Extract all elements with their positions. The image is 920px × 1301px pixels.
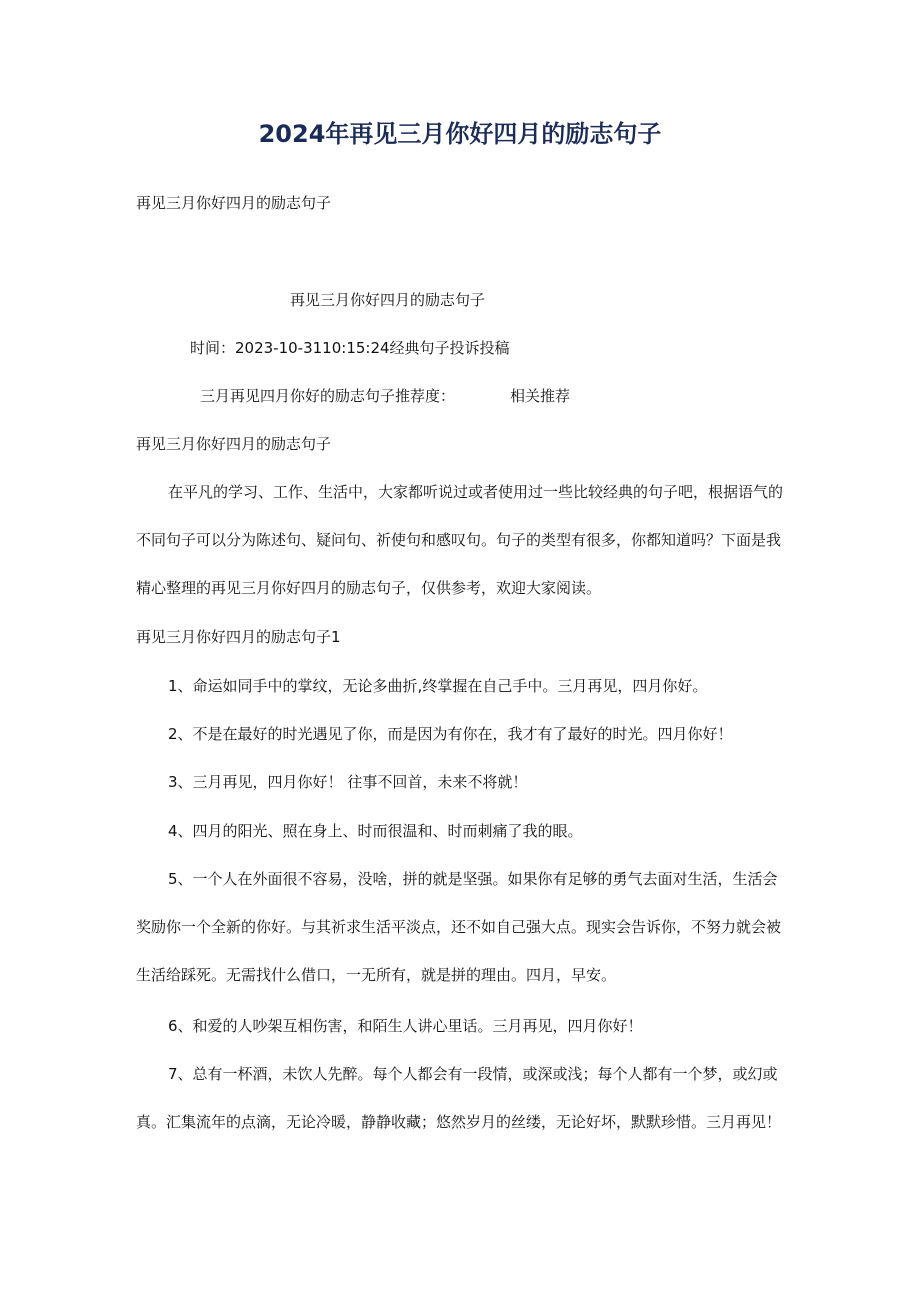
list-item: [136, 1050, 788, 1146]
list-item: 3、三月再见，四月你好！ 往事不回首，未来不将就！: [168, 773, 528, 791]
related-link[interactable]: 相关推荐: [510, 387, 571, 405]
list-item: 1、命运如同手中的掌纹，无论多曲折,终掌握在自己手中。三月再见，四月你好。: [168, 677, 708, 695]
list-item: [136, 855, 788, 999]
meta-line: 时间：2023-10-3110:15:24经典句子投诉投稿: [190, 339, 510, 357]
list-item: 4、四月的阳光、照在身上、时而很温和、时而刺痛了我的眼。: [168, 822, 583, 840]
list-item: 6、和爱的人吵架互相伤害，和陌生人讲心里话。三月再见，四月你好！: [168, 1017, 643, 1035]
article-title: 再见三月你好四月的励志句子: [290, 291, 486, 309]
list-item-text: 5、一个人在外面很不容易，没啥，拼的就是坚强。如果你有足够的勇气去面对生活，生活会奖励你一个全新的你好。与其祈求生活平淡点，还不如自己强大点。现实会告诉你，不努力就会被生活给踩死。无需找什么借口，一无所有，就是拼的理由。四月，早安。: [136, 870, 782, 984]
list-item: 2、不是在最好的时光遇见了你，而是因为有你在，我才有了最好的时光。四月你好！: [168, 725, 733, 743]
intro-text: 在平凡的学习、工作、生活中，大家都听说过或者使用过一些比较经典的句子吧，根据语气的不同句子可以分为陈述句、疑问句、祈使句和感叹句。句子的类型有很多，你都知道吗？下面是我精心整理的再见三月你好四月的励志句子，仅供参考，欢迎大家阅读。: [136, 483, 784, 597]
intro-paragraph: [136, 468, 788, 612]
list-item-text: 7、总有一杯酒，未饮人先醉。每个人都会有一段情，或深或浅；每个人都有一个梦，或幻或真。汇集流年的点滴，无论冷暖，静静收藏；悠然岁月的丝缕，无论好坏，默默珍惜。三月再见！: [136, 1065, 782, 1131]
section-heading: 再见三月你好四月的励志句子: [136, 435, 332, 453]
document-title: 2024年再见三月你好四月的励志句子: [258, 120, 662, 148]
recommend-label: 三月再见四月你好的励志句子推荐度：: [200, 387, 456, 405]
list-heading: 再见三月你好四月的励志句子1: [136, 628, 341, 646]
document-subtitle: 再见三月你好四月的励志句子: [136, 194, 332, 212]
